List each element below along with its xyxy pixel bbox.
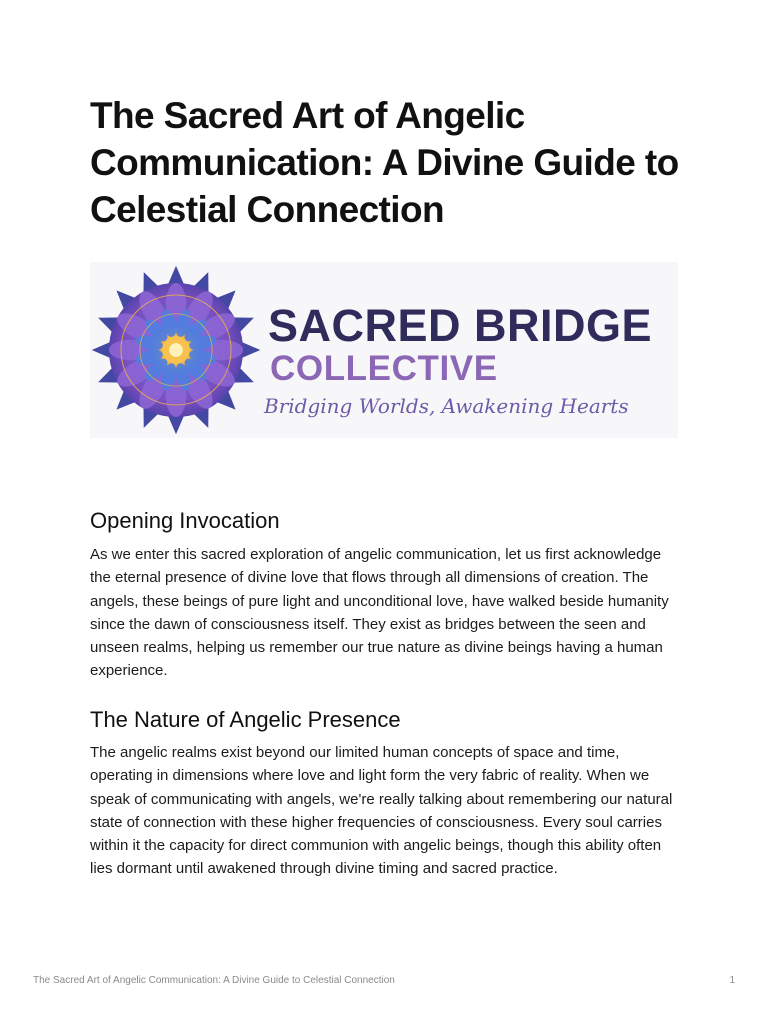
page-number: 1: [729, 975, 735, 986]
footer-title: The Sacred Art of Angelic Communication: A Divine Guide to Celestial Connection: [33, 975, 395, 986]
section-heading: The Nature of Angelic Presence: [90, 707, 401, 732]
mandala-icon: [90, 264, 262, 436]
section-heading: Opening Invocation: [90, 508, 280, 533]
brand-subname: COLLECTIVE: [270, 349, 498, 388]
section-paragraph: As we enter this sacred exploration of angelic communication, let us first acknowledge the eternal presence of divine love that flows through all dimensions of creation. The angels, these beings of pure light and unconditional love, have walked beside humanity since the dawn of consciousness itself. They exist as bridges between the seen and unseen realms, helping us remember our true nature as divine beings having a human experience.: [90, 546, 669, 680]
brand-tagline: Bridging Worlds, Awakening Hearts: [264, 394, 629, 418]
section-paragraph: The angelic realms exist beyond our limited human concepts of space and time, operating in dimensions where love and light form the very fabric of reality. When we speak of communicating with angels, we're really talking about remembering our natural state of connection with these higher frequencies of consciousness. Every soul carries within it the capacity for direct communion with angelic beings, though this ability often lies dormant until awakened through divine timing and sacred practice.: [90, 744, 673, 878]
logo-banner: [90, 262, 678, 438]
page-title: The Sacred Art of Angelic Communication: A Divine Guide to Celestial Connection: [90, 95, 679, 230]
brand-name: SACRED BRIDGE: [268, 300, 653, 351]
